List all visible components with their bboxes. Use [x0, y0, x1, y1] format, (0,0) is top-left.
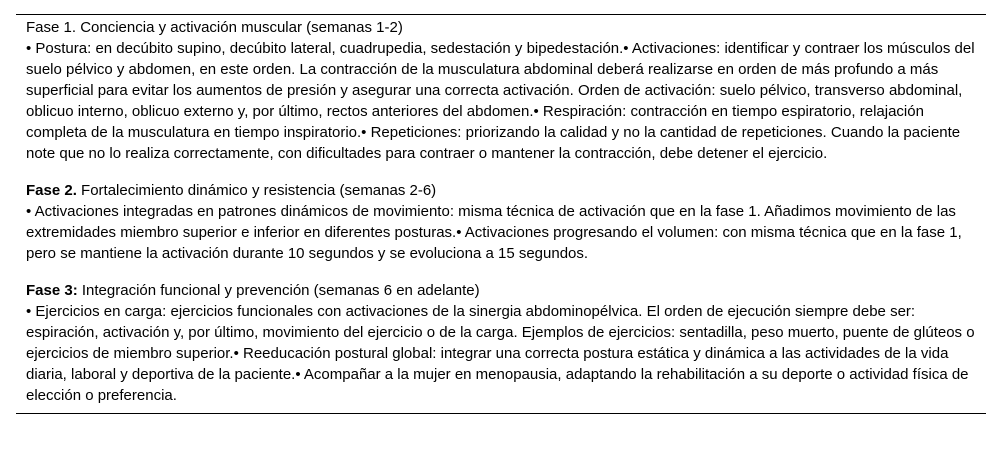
phase-3-title: Integración funcional y prevención (semanas 6 en adelante) [77, 282, 480, 299]
phase-1-label: Fase 1. [26, 19, 77, 36]
phase-3-section [26, 280, 976, 406]
phase-3-body: • Ejercicios en carga: ejercicios funcionales con activaciones de la sinergia abdominopélvica. El orden de ejecución siempre debe ser: espiración, activación y, por último, movimiento del ejercicio o de la carga. Ejemplos de ejercicios: sentadilla, peso muerto, puente de glúteos o ejercicios de miembro superior.• Reeducación postural global: integrar una correcta postura estática y dinámica a las actividades de la vida diaria, laboral y deportiva de la paciente.• Acompañar a la mujer en menopausia, adaptando la rehabilitación a su deporte o actividad física de elección o preferencia. [26, 303, 975, 404]
phase-2-label: Fase 2. [26, 182, 77, 199]
protocol-table [16, 14, 986, 414]
phase-2-body: • Activaciones integradas en patrones dinámicos de movimiento: misma técnica de activación que en la fase 1. Añadimos movimiento de las extremidades miembro superior e inferior en diferentes posturas.• Activaciones progresando el volumen: con misma técnica que en la fase 1, pero se mantiene la activación durante 10 segundos y se evoluciona a 15 segundos. [26, 203, 962, 262]
phase-2-section [26, 180, 976, 264]
phase-2-title: Fortalecimiento dinámico y resistencia (semanas 2-6) [76, 182, 437, 199]
phase-1-section [26, 17, 976, 164]
phase-3-label: Fase 3: [26, 282, 78, 299]
phase-2-heading [26, 180, 976, 201]
phase-1-heading [26, 17, 976, 38]
phase-3-heading [26, 280, 976, 301]
phase-1-body: • Postura: en decúbito supino, decúbito lateral, cuadrupedia, sedestación y bipedestación.• Activaciones: identificar y contraer los músculos del suelo pélvico y abdomen, en este orden. La contracción de la musculatura abdominal deberá realizarse en orden de más profundo a más superficial para evitar los aumentos de presión y asegurar una correcta activación. Orden de activación: suelo pélvico, transverso abdominal, oblicuo interno, oblicuo externo y, por último, rectos anteriores del abdomen.• Respiración: contracción en tiempo espiratorio, relajación completa de la musculatura en tiempo inspiratorio.• Repeticiones: priorizando la calidad y no la cantidad de repeticiones. Cuando la paciente note que no lo realiza correctamente, con dificultades para contraer o mantener la contracción, debe detener el ejercicio. [26, 40, 975, 162]
phase-1-title: Conciencia y activación muscular (semanas 1-2) [76, 19, 403, 36]
protocol-cell [16, 15, 986, 413]
